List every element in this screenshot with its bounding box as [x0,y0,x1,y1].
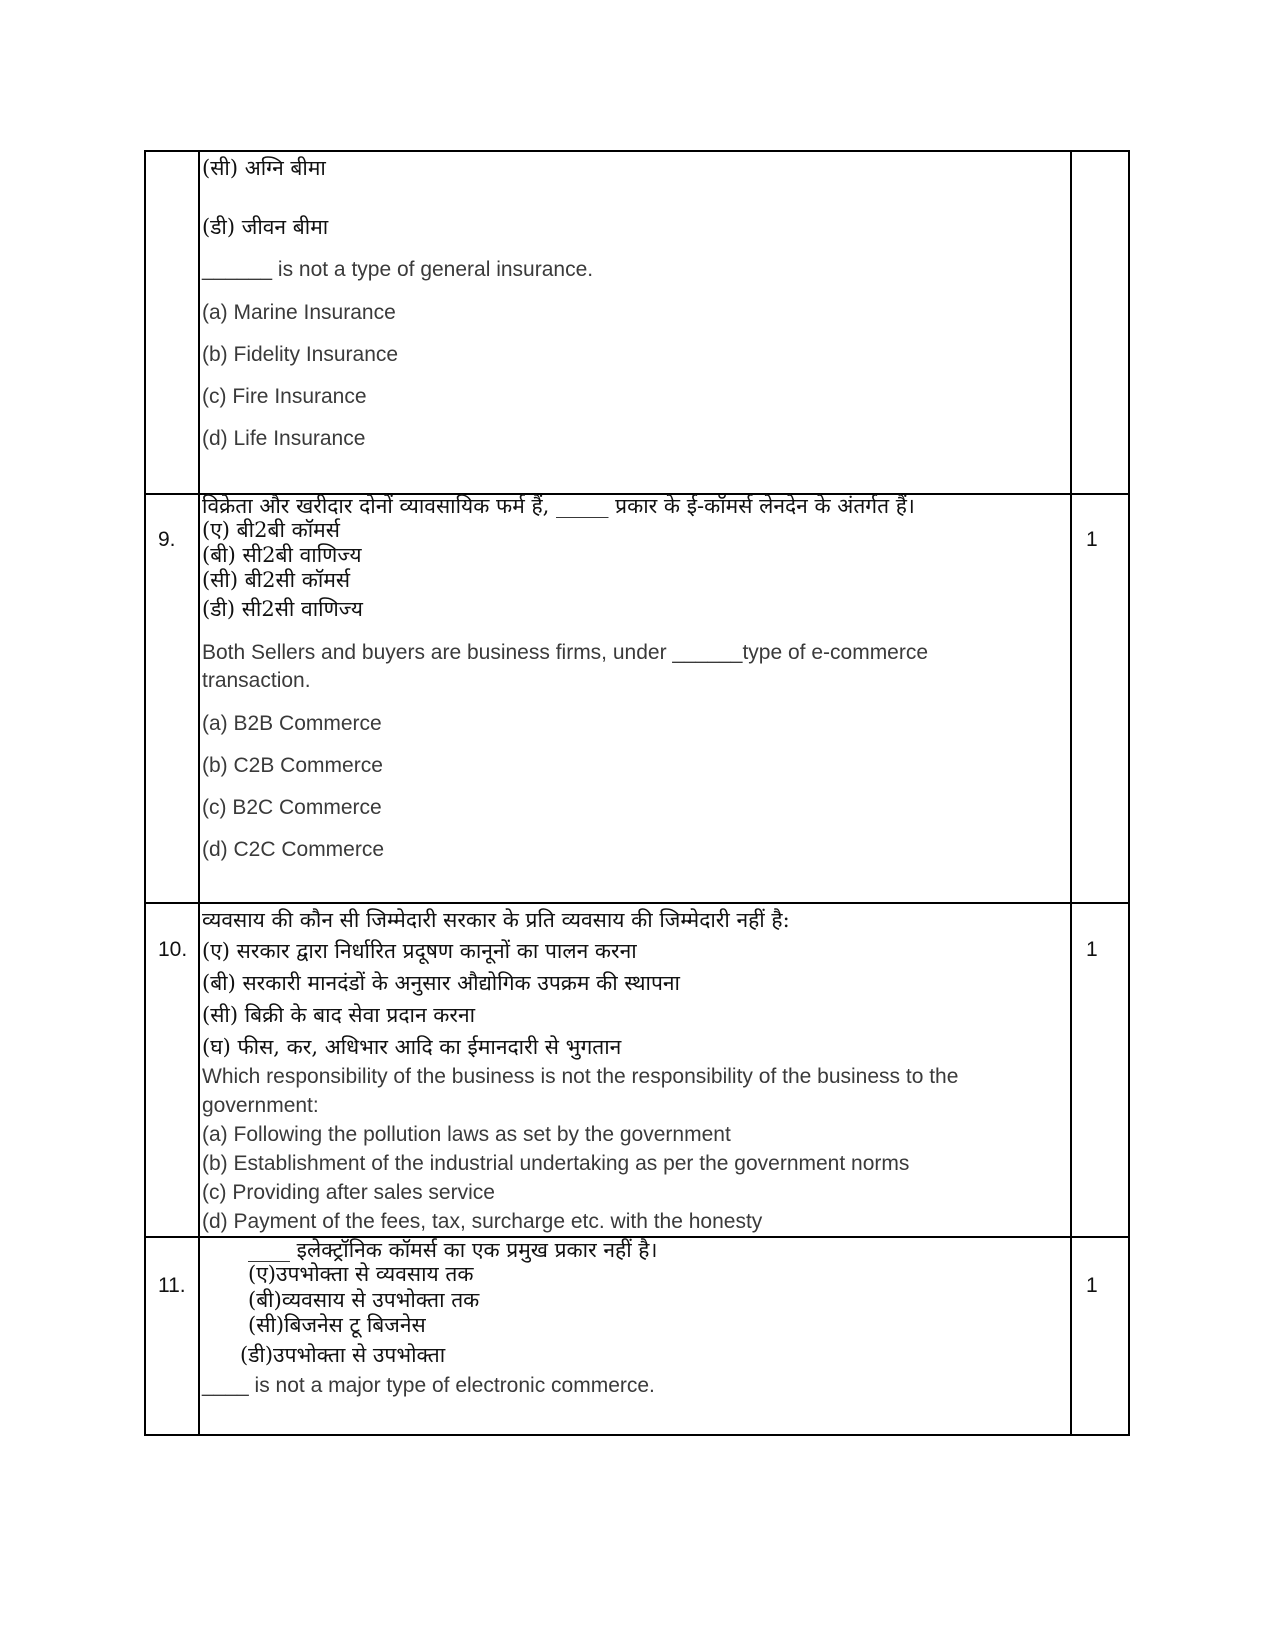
option-line: (d) Payment of the fees, tax, surcharge etc. with the honesty [202,1210,763,1233]
question-row-9 [146,495,1128,904]
option-line: (ए) सरकार द्वारा निर्धारित प्रदूषण कानूनों का पालन करना [202,939,637,963]
question-row-11 [146,1238,1128,1434]
option-line: (b) Establishment of the industrial undertaking as per the government norms [202,1152,910,1175]
marks-value: 1 [1086,938,1098,961]
option-line: (c) Fire Insurance [202,385,367,408]
option-line: (घ) फीस, कर, अधिभार आदि का ईमानदारी से भुगतान [202,1035,622,1059]
question-body-cell [200,1238,1072,1434]
question-row-10 [146,904,1128,1238]
option-line: (b) C2B Commerce [202,754,383,777]
option-line: (सी) बिक्री के बाद सेवा प्रदान करना [202,1003,476,1027]
question-number: 9. [158,528,176,551]
option-line: (c) Providing after sales service [202,1181,495,1204]
option-line: (बी)व्यवसाय से उपभोक्ता तक [248,1288,480,1312]
question-line: व्यवसाय की कौन सी जिम्मेदारी सरकार के प्रति व्यवसाय की जिम्मेदारी नहीं है: [202,908,790,932]
option-line: (बी) सरकारी मानदंडों के अनुसार औद्योगिक उपक्रम की स्थापना [202,971,680,995]
option-line: (सी) अग्नि बीमा [202,156,326,180]
marks-cell [1072,152,1128,493]
option-line: (डी) जीवन बीमा [202,215,329,239]
question-number: 11. [158,1274,186,1297]
option-line: (ए) बी2बी कॉमर्स [202,518,340,542]
option-line: (d) Life Insurance [202,427,366,450]
marks-value: 1 [1086,528,1098,551]
option-line: (a) B2B Commerce [202,712,382,735]
question-number: 10. [158,938,188,961]
option-line: (d) C2C Commerce [202,838,385,861]
question-row-8-continued [146,152,1128,495]
marks-cell [1072,1238,1128,1434]
option-line: (डी) सी2सी वाणिज्य [202,597,363,621]
marks-cell [1072,904,1128,1236]
question-line: transaction. [202,669,311,692]
question-number-cell [146,904,200,1236]
option-line: (a) Marine Insurance [202,301,396,324]
option-line: (सी)बिजनेस टू बिजनेस [248,1313,426,1337]
question-number-cell [146,1238,200,1434]
option-line: (सी) बी2सी कॉमर्स [202,568,351,592]
question-line: ______ is not a type of general insurance. [202,258,594,281]
question-line: ____ इलेक्ट्रॉनिक कॉमर्स का एक प्रमुख प्रकार नहीं है। [248,1238,658,1262]
option-line: (डी)उपभोक्ता से उपभोक्ता [240,1343,446,1367]
marks-cell [1072,495,1128,902]
question-number-cell [146,495,200,902]
question-body-cell [200,904,1072,1236]
question-line: Which responsibility of the business is not the responsibility of the business to the [202,1065,959,1088]
marks-value: 1 [1086,1274,1098,1297]
option-line: (बी) सी2बी वाणिज्य [202,543,362,567]
option-line: (b) Fidelity Insurance [202,343,399,366]
question-body-cell [200,495,1072,902]
question-table [144,150,1130,1436]
question-line: government: [202,1094,319,1117]
question-line: विक्रेता और खरीदार दोनों व्यावसायिक फर्म हैं, _____ प्रकार के ई-कॉमर्स लेनदेन के अंतर्गत हैं। [202,494,915,518]
question-body-cell [200,152,1072,493]
question-line: ____ is not a major type of electronic commerce. [202,1374,655,1397]
option-line: (a) Following the pollution laws as set by the government [202,1123,731,1146]
question-number-cell [146,152,200,493]
option-line: (c) B2C Commerce [202,796,382,819]
option-line: (ए)उपभोक्ता से व्यवसाय तक [248,1262,474,1286]
question-line: Both Sellers and buyers are business firms, under ______type of e-commerce [202,641,929,664]
